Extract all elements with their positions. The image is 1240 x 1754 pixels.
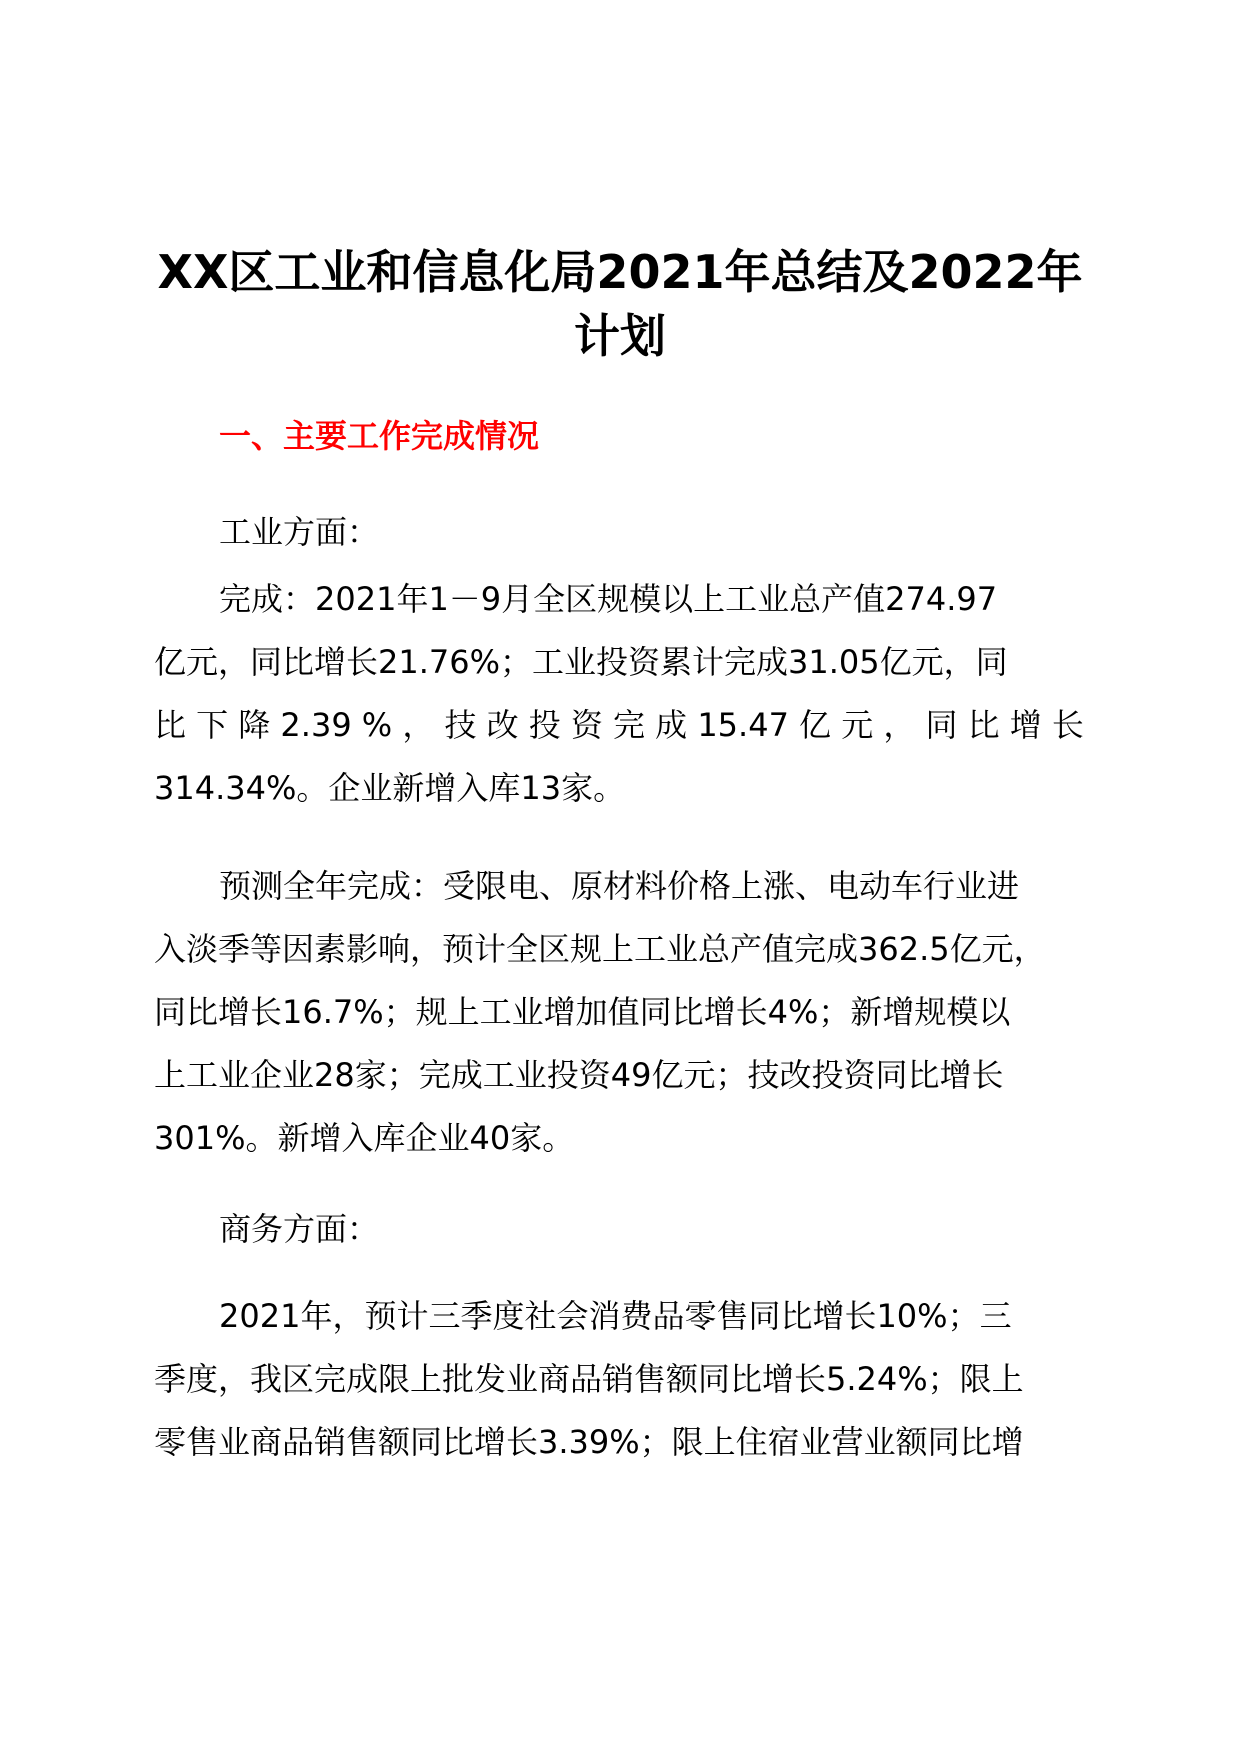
text-segment: 增 <box>1009 706 1042 744</box>
document-title: XX区工业和信息化局2021年总结及2022年计划 <box>157 245 1083 363</box>
industry-forecast-line-1: 预测全年完成：受限电、原材料价格上涨、电动车行业进 <box>219 867 1020 905</box>
industry-completion-line-1: 完成：2021年1－9月全区规模以上工业总产值274.97 <box>219 580 998 618</box>
text-segment: 成 <box>655 706 688 744</box>
text-segment: 投 <box>528 706 561 744</box>
commerce-label: 商务方面： <box>219 1210 380 1248</box>
text-segment: ， <box>402 706 435 744</box>
commerce-line-1: 2021年，预计三季度社会消费品零售同比增长10%；三 <box>219 1297 1012 1335</box>
industry-forecast-line-5: 301%。新增入库企业40家。 <box>154 1119 575 1157</box>
text-segment: 降 <box>238 706 271 744</box>
text-segment: 2.39 <box>280 706 352 744</box>
industry-label: 工业方面： <box>219 513 380 551</box>
industry-completion-line-4: 314.34%。企业新增入库13家。 <box>154 769 626 807</box>
text-segment: 比 <box>967 706 1000 744</box>
text-segment: 下 <box>196 706 229 744</box>
industry-completion-line-2: 亿元，同比增长21.76%；工业投资累计完成31.05亿元，同 <box>154 643 1008 681</box>
industry-forecast-line-2: 入淡季等因素影响，预计全区规上工业总产值完成362.5亿元， <box>154 930 1046 968</box>
commerce-line-3: 零售业商品销售额同比增长3.39%；限上住宿业营业额同比增 <box>154 1423 1024 1461</box>
text-segment: 改 <box>486 706 519 744</box>
text-segment: 同 <box>925 706 958 744</box>
industry-completion-line-3 <box>154 701 1084 749</box>
text-segment: 比 <box>154 706 187 744</box>
commerce-line-2: 季度，我区完成限上批发业商品销售额同比增长5.24%；限上 <box>154 1360 1024 1398</box>
section-heading-main-work: 一、主要工作完成情况 <box>219 417 540 455</box>
text-segment: 长 <box>1051 706 1084 744</box>
text-segment: 15.47 <box>697 706 789 744</box>
text-segment: 元 <box>841 706 874 744</box>
text-segment: ， <box>883 706 916 744</box>
text-segment: 资 <box>570 706 603 744</box>
text-segment: 完 <box>613 706 646 744</box>
industry-forecast-line-3: 同比增长16.7%；规上工业增加值同比增长4%；新增规模以 <box>154 993 1011 1031</box>
industry-forecast-line-4: 上工业企业28家；完成工业投资49亿元；技改投资同比增长 <box>154 1056 1004 1094</box>
text-segment: 亿 <box>799 706 832 744</box>
text-segment: 技 <box>444 706 477 744</box>
text-segment: % <box>361 706 393 744</box>
